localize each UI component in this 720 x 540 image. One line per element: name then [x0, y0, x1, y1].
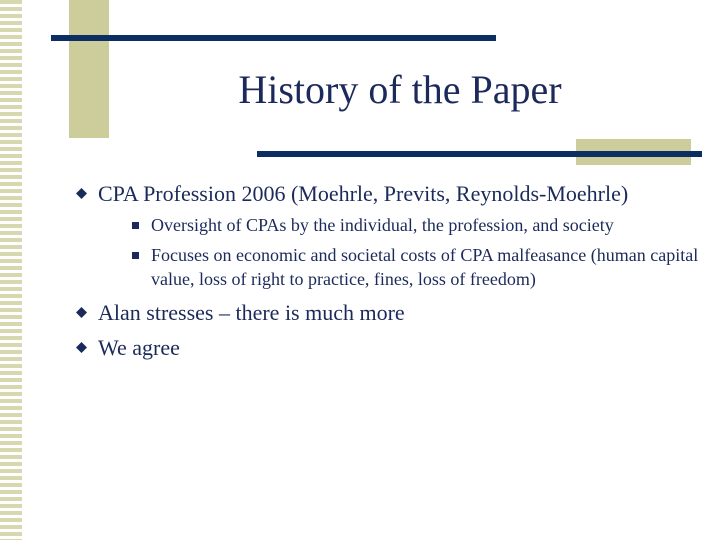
sub-bullet-list [98, 213, 699, 291]
diamond-icon [76, 342, 87, 353]
top-navy-line [51, 35, 496, 41]
square-bullet-icon [132, 252, 139, 259]
slide-content [76, 180, 699, 369]
sub-bullet-text: Focuses on economic and societal costs of CPA malfeasance (human capital value, loss of right to practice, fines, loss of freedom) [151, 245, 699, 289]
right-navy-line [257, 151, 702, 157]
sub-bullet-text: Oversight of CPAs by the individual, the profession, and society [151, 215, 614, 235]
bullet-item [76, 299, 696, 326]
bullet-text: Alan stresses – there is much more [98, 300, 405, 325]
sub-bullet-item [98, 213, 711, 237]
bullet-text: CPA Profession 2006 (Moehrle, Previts, Reynolds-Moehrle) [98, 181, 629, 206]
bullet-item [76, 334, 696, 361]
left-stripe-decoration [0, 0, 22, 540]
diamond-icon [76, 307, 87, 318]
slide-title: History of the Paper [238, 67, 562, 112]
diamond-icon [76, 188, 87, 199]
bullet-item [76, 180, 699, 291]
square-bullet-icon [132, 222, 139, 229]
top-khaki-block [69, 0, 109, 138]
sub-bullet-item [98, 243, 711, 291]
bullet-text: We agree [98, 335, 180, 360]
